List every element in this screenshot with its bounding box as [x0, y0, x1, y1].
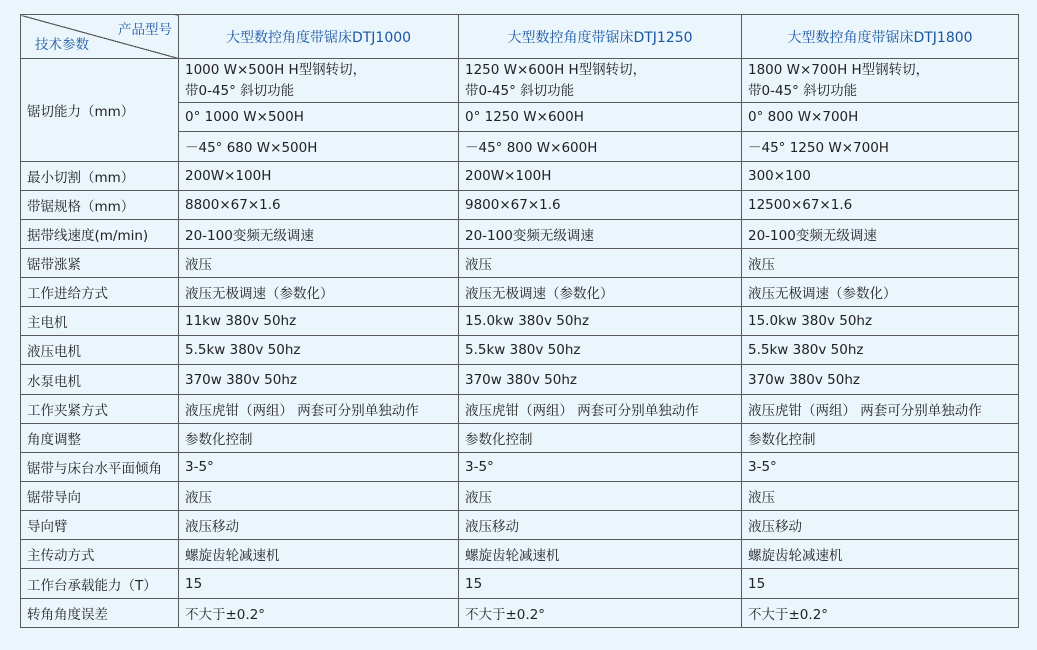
table-cell: 15 — [179, 569, 459, 598]
table-cell: 370w 380v 50hz — [742, 365, 1019, 394]
table-cell: 液压 — [459, 482, 742, 511]
table-cell: 200W×100H — [459, 161, 742, 190]
table-cell: 液压 — [179, 248, 459, 277]
table-cell: 8800×67×1.6 — [179, 190, 459, 219]
table-cell: 液压虎钳（两组） 两套可分别单独动作 — [179, 394, 459, 423]
table-cell: 9800×67×1.6 — [459, 190, 742, 219]
table-row — [21, 569, 1019, 598]
table-row — [21, 248, 1019, 277]
row-label: 工作台承载能力（T） — [21, 569, 179, 598]
table-cell: 液压移动 — [179, 511, 459, 540]
table-cell: 5.5kw 380v 50hz — [742, 336, 1019, 365]
table-cell: 液压移动 — [742, 511, 1019, 540]
table-cell: 液压无极调速（参数化） — [179, 278, 459, 307]
model-header-dtj1000: 大型数控角度带锯床DTJ1000 — [179, 15, 459, 59]
row-label: 锯带导向 — [21, 482, 179, 511]
cell-text: 带0-45° 斜切功能 — [748, 82, 858, 99]
table-row — [21, 190, 1019, 219]
row-label: 工作进给方式 — [21, 278, 179, 307]
row-label-cutting-capacity: 锯切能力（mm） — [21, 59, 179, 162]
table-cell: 200W×100H — [179, 161, 459, 190]
cell-text: 1000 W×500H H型钢转切， — [185, 61, 367, 78]
table-cell: 液压 — [459, 248, 742, 277]
table-cell: 5.5kw 380v 50hz — [179, 336, 459, 365]
table-cell: 15 — [742, 569, 1019, 598]
row-label: 导向臂 — [21, 511, 179, 540]
cell-capacity-45deg-dtj1800: －45° 1250 W×700H — [742, 132, 1019, 161]
table-cell: 液压 — [742, 248, 1019, 277]
cell-capacity-45deg-dtj1000: －45° 680 W×500H — [179, 132, 459, 161]
table-row — [21, 59, 1019, 103]
cell-capacity-dtj1250 — [459, 59, 742, 103]
row-label: 水泵电机 — [21, 365, 179, 394]
table-row — [21, 598, 1019, 627]
table-cell: 20-100变频无级调速 — [179, 219, 459, 248]
model-header-dtj1800: 大型数控角度带锯床DTJ1800 — [742, 15, 1019, 59]
table-cell: 370w 380v 50hz — [459, 365, 742, 394]
table-row — [21, 219, 1019, 248]
table-cell: 液压 — [742, 482, 1019, 511]
row-label: 带锯规格（mm） — [21, 190, 179, 219]
table-cell: 参数化控制 — [179, 423, 459, 452]
table-row — [21, 161, 1019, 190]
row-label: 工作夹紧方式 — [21, 394, 179, 423]
table-row — [21, 540, 1019, 569]
cell-text: 带0-45° 斜切功能 — [465, 82, 575, 99]
row-label: 最小切割（mm） — [21, 161, 179, 190]
table-cell: 15.0kw 380v 50hz — [459, 307, 742, 336]
cell-capacity-0deg-dtj1800: 0° 800 W×700H — [742, 103, 1019, 132]
table-row — [21, 511, 1019, 540]
table-cell: 液压移动 — [459, 511, 742, 540]
cell-text: 带0-45° 斜切功能 — [185, 82, 295, 99]
table-cell: 螺旋齿轮减速机 — [459, 540, 742, 569]
table-cell: 液压无极调速（参数化） — [742, 278, 1019, 307]
table-cell: 3-5° — [459, 452, 742, 481]
table-cell: 12500×67×1.6 — [742, 190, 1019, 219]
row-label: 锯带涨紧 — [21, 248, 179, 277]
table-cell: 5.5kw 380v 50hz — [459, 336, 742, 365]
table-cell: 20-100变频无级调速 — [742, 219, 1019, 248]
table-cell: 螺旋齿轮减速机 — [742, 540, 1019, 569]
table-cell: 参数化控制 — [459, 423, 742, 452]
row-label: 主电机 — [21, 307, 179, 336]
table-cell: 液压虎钳（两组） 两套可分别单独动作 — [459, 394, 742, 423]
cell-text: 1250 W×600H H型钢转切， — [465, 61, 647, 78]
table-cell: 不大于±0.2° — [459, 598, 742, 627]
table-row — [21, 482, 1019, 511]
row-label: 转角角度误差 — [21, 598, 179, 627]
table-cell: 螺旋齿轮减速机 — [179, 540, 459, 569]
cell-capacity-0deg-dtj1250: 0° 1250 W×600H — [459, 103, 742, 132]
table-cell: 液压无极调速（参数化） — [459, 278, 742, 307]
table-cell: 液压 — [179, 482, 459, 511]
table-row — [21, 307, 1019, 336]
cell-capacity-45deg-dtj1250: －45° 800 W×600H — [459, 132, 742, 161]
table-row — [21, 365, 1019, 394]
table-row — [21, 336, 1019, 365]
cell-capacity-dtj1800 — [742, 59, 1019, 103]
table-cell: 液压虎钳（两组） 两套可分别单独动作 — [742, 394, 1019, 423]
table-cell: 370w 380v 50hz — [179, 365, 459, 394]
row-label: 液压电机 — [21, 336, 179, 365]
table-cell: 不大于±0.2° — [179, 598, 459, 627]
cell-capacity-0deg-dtj1000: 0° 1000 W×500H — [179, 103, 459, 132]
model-header-dtj1250: 大型数控角度带锯床DTJ1250 — [459, 15, 742, 59]
table-cell: 20-100变频无级调速 — [459, 219, 742, 248]
table-cell: 3-5° — [742, 452, 1019, 481]
cell-text: 1800 W×700H H型钢转切， — [748, 61, 930, 78]
table-cell: 参数化控制 — [742, 423, 1019, 452]
header-row — [21, 15, 1019, 59]
corner-bottom-label: 技术参数 — [35, 37, 89, 53]
table-row — [21, 278, 1019, 307]
spec-table — [20, 14, 1019, 628]
table-cell: 不大于±0.2° — [742, 598, 1019, 627]
table-cell: 3-5° — [179, 452, 459, 481]
row-label: 主传动方式 — [21, 540, 179, 569]
table-row — [21, 423, 1019, 452]
corner-top-label: 产品型号 — [118, 22, 172, 38]
table-row — [21, 394, 1019, 423]
table-cell: 300×100 — [742, 161, 1019, 190]
cell-capacity-dtj1000 — [179, 59, 459, 103]
row-label: 角度调整 — [21, 423, 179, 452]
row-label: 锯带与床台水平面倾角 — [21, 452, 179, 481]
corner-cell — [21, 15, 179, 59]
table-row — [21, 452, 1019, 481]
table-cell: 11kw 380v 50hz — [179, 307, 459, 336]
table-cell: 15 — [459, 569, 742, 598]
table-cell: 15.0kw 380v 50hz — [742, 307, 1019, 336]
row-label: 据带线速度(m/min) — [21, 219, 179, 248]
